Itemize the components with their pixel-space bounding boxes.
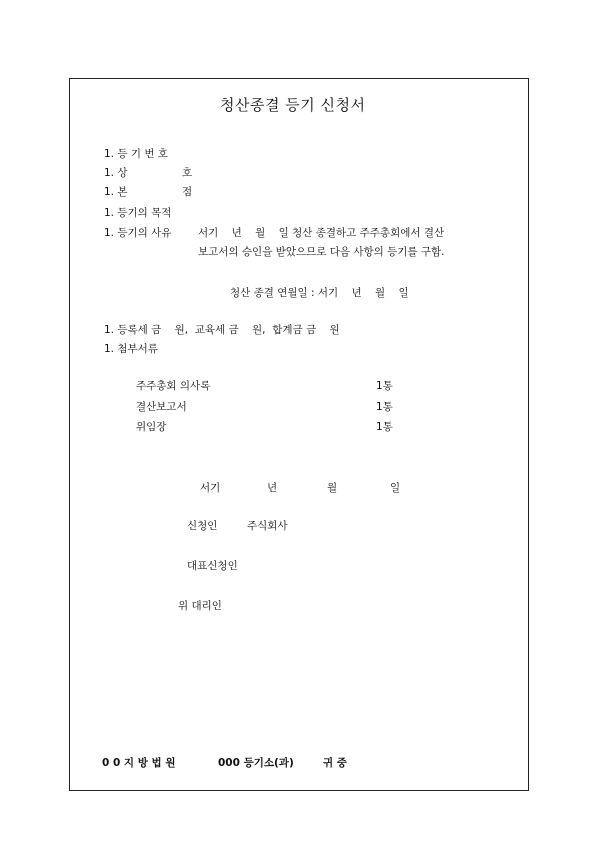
date-month: 월 bbox=[327, 482, 338, 494]
applicant-label: 신청인 bbox=[187, 520, 218, 532]
head-office-label-suffix: 점 bbox=[182, 186, 193, 198]
registration-number-label: 1. 등 기 번 호 bbox=[104, 148, 168, 160]
attachment-name: 결산보고서 bbox=[136, 401, 187, 413]
agent-label: 위 대리인 bbox=[178, 600, 222, 612]
company-name-label-suffix: 호 bbox=[182, 167, 193, 179]
liquidation-date-line: 청산 종결 연월일 : 서기 년 월 일 bbox=[230, 287, 409, 299]
registration-cause-line-2: 보고서의 승인을 받았으므로 다음 사항의 등기를 구함. bbox=[198, 246, 445, 258]
footer-court: 0 0 지 방 법 원 bbox=[102, 757, 176, 769]
attachment-name: 주주총회 의사록 bbox=[136, 380, 211, 392]
date-day: 일 bbox=[390, 482, 401, 494]
applicant-company: 주식회사 bbox=[247, 520, 288, 532]
registration-cause-label: 1. 등기의 사유 bbox=[104, 227, 172, 239]
tax-line: 1. 등록세 금 원, 교육세 금 원, 합계금 금 원 bbox=[104, 324, 340, 336]
footer-registry: 000 등기소(과) bbox=[218, 757, 294, 769]
attachment-name: 위임장 bbox=[136, 421, 167, 433]
company-name-label: 1. 상 bbox=[104, 167, 128, 179]
attachment-count: 1통 bbox=[376, 421, 393, 433]
representative-applicant-label: 대표신청인 bbox=[187, 560, 238, 572]
footer-recipient: 귀 중 bbox=[323, 757, 347, 769]
registration-cause-line-1: 서기 년 월 일 청산 종결하고 주주총회에서 결산 bbox=[198, 227, 445, 239]
form-border bbox=[69, 78, 529, 791]
date-year: 년 bbox=[267, 482, 278, 494]
head-office-label: 1. 본 bbox=[104, 186, 128, 198]
date-prefix: 서기 bbox=[200, 482, 221, 494]
attachment-count: 1통 bbox=[376, 401, 393, 413]
document-title: 청산종결 등기 신청서 bbox=[220, 96, 366, 114]
attachment-count: 1통 bbox=[376, 380, 393, 392]
registration-purpose-label: 1. 등기의 목적 bbox=[104, 207, 172, 219]
attachments-label: 1. 첨부서류 bbox=[104, 343, 158, 355]
